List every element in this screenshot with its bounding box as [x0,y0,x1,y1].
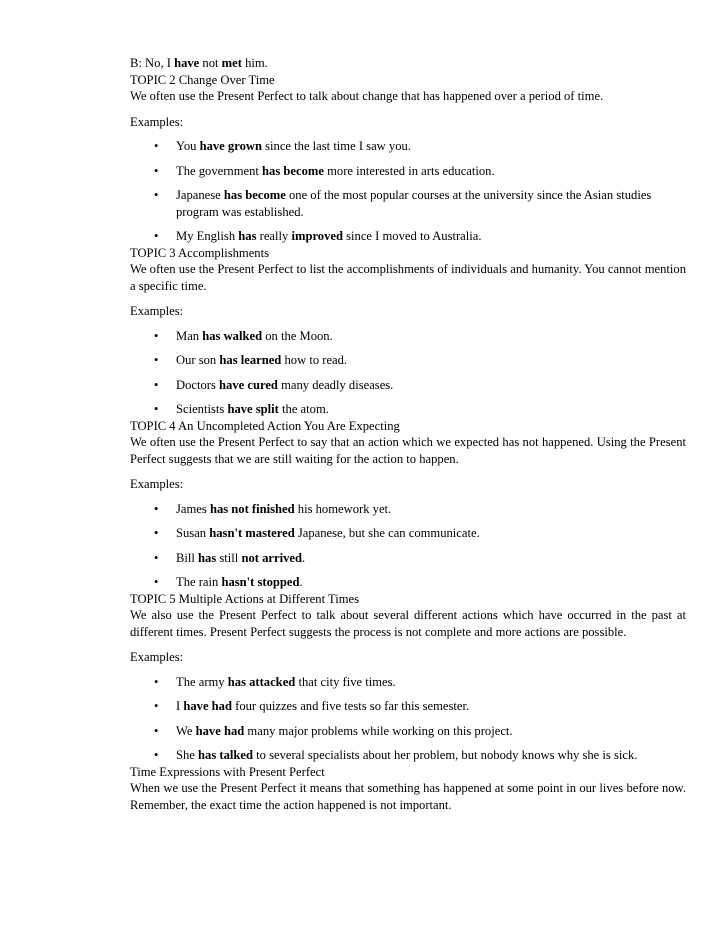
section-paragraph: We also use the Present Perfect to talk about several different actions which have occurred in the past at different times. Present Perfect suggests the process is not complete and more actions are possible. [130,608,686,639]
example-list [130,328,686,418]
bullet-icon: • [154,353,159,367]
list-item-text: I have had four quizzes and five tests so far this semester. [176,699,470,713]
bold-phrase: have split [227,402,279,416]
list-item [130,723,686,740]
bold-phrase: hasn't mastered [209,526,295,540]
list-item-text: Japanese has become one of the most popular courses at the university since the Asian studies program was established. [176,188,652,219]
section [130,418,686,591]
spacer [130,640,686,649]
list-item-text: Man has walked on the Moon. [176,328,333,343]
examples-label: Examples: [130,114,184,129]
section-heading: TOPIC 2 Change Over Time [130,72,275,87]
list-item-text: Scientists have split the atom. [176,402,329,416]
bullet-icon: • [154,188,159,202]
bold-phrase: have [174,56,200,70]
list-item [130,401,686,418]
bold-phrase: met [221,56,242,70]
list-item [130,501,686,518]
sections-container [130,72,686,814]
section [130,591,686,764]
list-item-text: You have grown since the last time I saw you. [176,139,411,153]
spacer [130,294,686,303]
bullet-icon: • [154,674,159,689]
bold-phrase: has [238,229,257,243]
bullet-icon: • [154,501,159,516]
list-item-text: She has talked to several specialists about her problem, but nobody knows why she is sick. [176,748,638,762]
bullet-icon: • [154,139,159,153]
list-item [130,574,686,591]
section-heading: TOPIC 5 Multiple Actions at Different Times [130,591,360,606]
bullet-icon: • [154,748,159,762]
bold-phrase: have grown [199,139,262,153]
section [130,245,686,418]
section-paragraph: We often use the Present Perfect to talk about change that has happened over a period of time. [130,89,604,103]
bold-phrase: improved [291,229,343,243]
bold-phrase: hasn't stopped [221,575,300,589]
bullet-icon: • [154,163,159,178]
list-item-text: The army has attacked that city five times. [176,674,396,689]
list-item-text: Our son has learned how to read. [176,353,348,367]
bullet-icon: • [154,575,159,589]
list-item [130,525,686,542]
list-item [130,377,686,394]
bullet-icon: • [154,526,159,540]
list-item [130,550,686,567]
list-item-text: James has not finished his homework yet. [176,501,392,516]
list-item [130,674,686,691]
section-paragraph: We often use the Present Perfect to list the accomplishments of individuals and humanity. You cannot mention a specific time. [130,262,686,293]
examples-label: Examples: [130,650,184,664]
list-item [130,747,686,764]
bold-phrase: has talked [198,748,253,762]
list-item [130,228,686,245]
list-item-text: My English has really improved since I moved to Australia. [176,229,482,243]
list-item-text: We have had many major problems while working on this project. [176,723,513,738]
document-page [130,55,686,813]
section [130,72,686,245]
intro-line: B: No, I have not met him. [130,56,268,70]
bold-phrase: has not finished [209,501,295,516]
bold-phrase: have had [183,699,232,713]
bold-phrase: has attacked [227,674,296,689]
examples-label: Examples: [130,477,184,491]
example-list [130,501,686,591]
examples-label: Examples: [130,304,184,318]
section [130,764,686,814]
section-heading: TOPIC 4 An Uncompleted Action You Are Expecting [130,418,400,433]
bullet-icon: • [154,328,159,343]
list-item [130,352,686,369]
list-item-text: Bill has still not arrived. [176,550,306,565]
bold-phrase: has learned [219,353,282,367]
bold-phrase: has walked [202,328,263,343]
section-paragraph: We often use the Present Perfect to say that an action which we expected has not happened. Using the Present Perfect suggests that we are still waiting for the action to happen. [130,435,686,466]
spacer [130,467,686,476]
spacer [130,105,686,114]
example-list [130,674,686,764]
list-item-text: The government has become more interested in arts education. [176,163,495,178]
bold-phrase: has become [262,163,324,178]
bullet-icon: • [154,699,159,713]
bullet-icon: • [154,402,159,416]
list-item-text: Doctors have cured many deadly diseases. [176,377,394,392]
bullet-icon: • [154,229,159,243]
bold-phrase: not arrived [241,550,302,565]
bullet-icon: • [154,723,159,738]
example-list [130,138,686,245]
section-paragraph: When we use the Present Perfect it means that something has happened at some point in our lives before now. Remember, the exact time the action happened is not important. [130,781,686,812]
bold-phrase: has become [223,188,286,202]
bold-phrase: have cured [219,377,278,392]
bold-phrase: has [198,550,217,565]
list-item [130,328,686,345]
bullet-icon: • [154,550,159,565]
list-item [130,138,686,155]
list-item [130,698,686,715]
list-item-text: The rain hasn't stopped. [176,575,303,589]
section-heading: TOPIC 3 Accomplishments [130,245,269,260]
list-item [130,187,686,220]
list-item [130,163,686,180]
list-item-text: Susan hasn't mastered Japanese, but she can communicate. [176,526,480,540]
bold-phrase: have had [195,723,245,738]
bullet-icon: • [154,377,159,392]
section-heading: Time Expressions with Present Perfect [130,764,325,779]
